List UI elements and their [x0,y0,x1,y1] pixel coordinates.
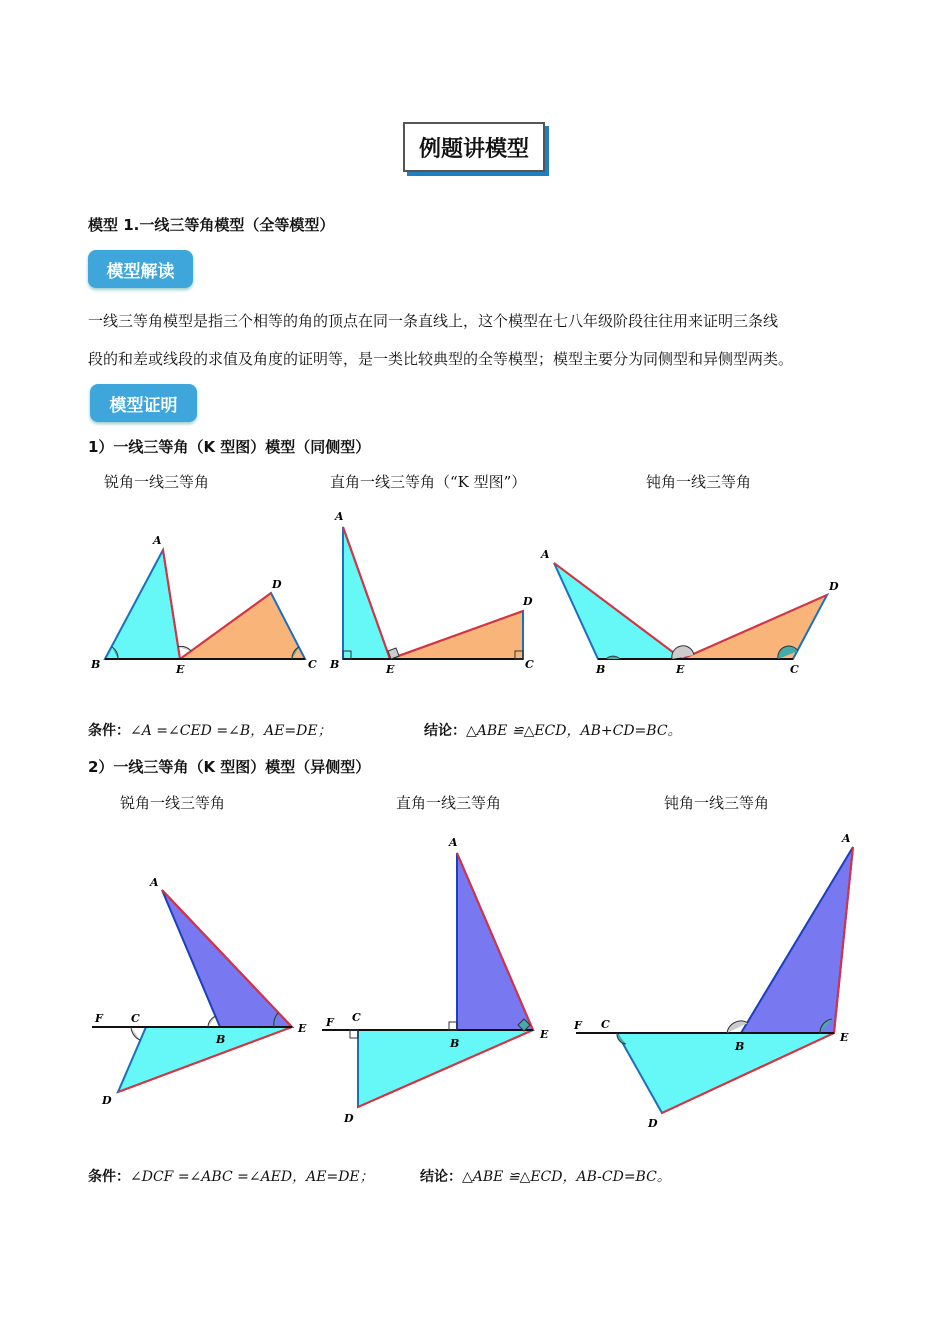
pill-model-interpret: 模型解读 [88,250,193,288]
figure-obtuse-opposite [573,832,853,1130]
caption-acute-same: 锐角一线三等角 [104,473,210,491]
page-title: 例题讲模型 [403,122,545,172]
label-d: D [344,1112,354,1125]
conclusion-label: 结论： [424,723,466,739]
figure-right-opposite [322,836,549,1125]
label-a: A [335,510,344,523]
triangle-ecd [617,1033,834,1113]
label-f: F [95,1012,103,1025]
section2-conclusion [420,1166,671,1186]
label-a: A [153,534,162,547]
label-e: E [176,663,185,676]
conclusion-label: 结论： [420,1169,462,1185]
condition-label: 条件： [88,723,130,739]
label-e: E [540,1028,549,1041]
section2-condition [88,1166,374,1186]
triangle-abe [105,550,180,659]
figure-obtuse-same [540,548,839,676]
section1-condition [88,720,332,740]
right-angle-c-mark [350,1030,358,1038]
label-a: A [150,876,159,889]
caption-obtuse-same: 钝角一线三等角 [646,473,752,491]
label-b: B [216,1033,226,1046]
label-c: C [790,663,799,676]
label-a: A [449,836,458,849]
pill-model-proof: 模型证明 [90,384,197,422]
angle-c-mark [131,1027,140,1040]
condition-label: 条件： [88,1169,130,1185]
caption-right-opposite: 直角一线三等角 [396,794,502,812]
model-heading: 模型 1.一线三等角模型（全等模型） [88,216,335,234]
label-b: B [596,663,606,676]
label-b: B [330,658,340,671]
label-d: D [102,1094,112,1107]
intro-paragraph [88,302,888,378]
label-d: D [523,595,533,608]
conclusion-text: △ABE ≌△ECD，AB+CD=BC。 [466,723,682,739]
label-d: D [648,1117,658,1130]
label-d: D [272,578,282,591]
label-c: C [525,658,534,671]
condition-text: ∠A =∠CED =∠B，AE=DE； [130,723,332,739]
label-c: C [601,1018,610,1031]
right-angle-b-mark [449,1022,457,1030]
label-e: E [298,1022,307,1035]
label-c: C [352,1011,361,1024]
label-b: B [91,658,101,671]
paragraph-line: 一线三等角模型是指三个相等的角的顶点在同一条直线上，这个模型在七八年级阶段往往用来证明三条线 [88,312,779,330]
caption-right-same: 直角一线三等角（“K 型图”） [330,473,527,491]
condition-text: ∠DCF =∠ABC =∠AED，AE=DE； [130,1169,374,1185]
label-b: B [735,1040,745,1053]
label-a: A [541,548,550,561]
section1-heading: 1）一线三等角（K 型图）模型（同侧型） [88,438,371,456]
label-c: C [308,658,317,671]
triangle-ecd [180,593,305,659]
figure-acute-same [90,534,317,676]
conclusion-text: △ABE ≌△ECD，AB-CD=BC。 [462,1169,671,1185]
label-d: D [829,580,839,593]
caption-obtuse-opposite: 钝角一线三等角 [664,794,770,812]
section1-conclusion [424,720,682,740]
section2-heading: 2）一线三等角（K 型图）模型（异侧型） [88,758,371,776]
caption-acute-opposite: 锐角一线三等角 [120,794,226,812]
label-f: F [326,1016,334,1029]
label-e: E [840,1031,849,1044]
angle-b-mark [208,1016,216,1027]
label-f: F [574,1019,582,1032]
angle-e-mark [178,646,191,651]
label-a: A [842,832,851,845]
figure-right-same [329,510,534,676]
label-e: E [386,663,395,676]
paragraph-line: 段的和差或线段的求值及角度的证明等，是一类比较典型的全等模型；模型主要分为同侧型和异侧型两类。 [88,350,794,368]
label-b: B [450,1037,460,1050]
opposite-side-figures [0,820,950,1140]
label-e: E [676,663,685,676]
figure-acute-opposite [92,876,307,1107]
label-c: C [131,1012,140,1025]
same-side-figures [0,505,950,695]
